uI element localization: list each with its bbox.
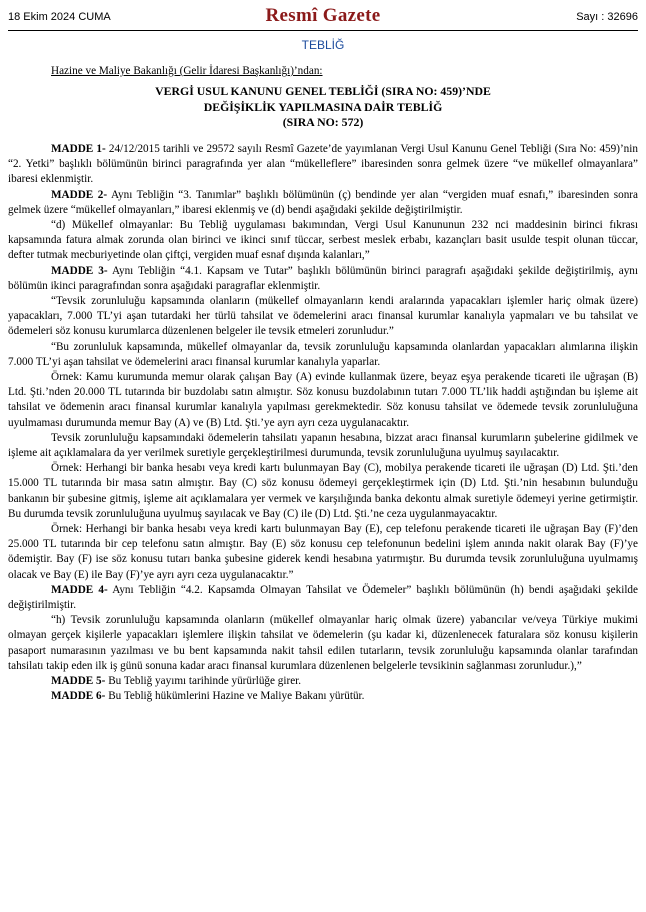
- article-paragraph: [8, 188, 638, 218]
- paragraph-text: Tevsik zorunluluğu kapsamındaki ödemelerin tahsilatı yapanın hesabına, bizzat aracı finansal kurumların şubelerine gidilmek ve işleme ait açıklamalara da yer verilmek suretiyle gerçekleştirilmesi durumunda, tevsik zorunluluğuna uyulmuş sayılacaktır.: [8, 431, 638, 460]
- paragraph-text: “Tevsik zorunluluğu kapsamında olanların (mükellef olmayanların kendi aralarında yapacakları işlemler hariç olmak üzere) yapacakları, 7.000 TL’yi aşan tutardaki her türlü tahsilat ve ödemelerini aracı finansal kurumlar kanalıyla yapmaları ve bu tahsilat ve ödemeleri söz konusu kurumlarca düzenlenen belgeler ile tevsik etmeleri zorunludur.”: [8, 295, 638, 338]
- paragraph-text: Örnek: Kamu kurumunda memur olarak çalışan Bay (A) evinde kullanmak üzere, beyaz eşya perakende ticareti ile uğraşan (B) Ltd. Şti.’nden 20.000 TL tutarında bir buzdolabı satın almıştır. Söz konusu buzdolabının tutarı 7.000 TL’lik haddi aştığından bu işleme ait tahsilat ve ödemenin aracı finansal kurumlar kanalıyla yapılması gerekmektedir. Söz konusu tahsilat ve ödemede tevsik zorunluluğuna uyulmaması durumunda memur Bay (A) ve (B) Ltd. Şti.’ye ayrı ayrı ceza uygulanacaktır.: [8, 371, 638, 429]
- paragraph-text: 24/12/2015 tarihli ve 29572 sayılı Resmî Gazete’de yayımlanan Vergi Usul Kanunu Genel Tebliği (Sıra No: 459)’nin “2. Yetki” başlıklı bölümünün birinci paragrafında yer alan “mükelleflere” ibaresinden sonra gelmek üzere “ve mükellef olmayanlara” ibaresi eklenmiştir.: [8, 142, 638, 186]
- article-number: MADDE 6-: [51, 690, 106, 703]
- issue-number: Sayı : 32696: [576, 11, 638, 23]
- article-paragraph: [8, 674, 638, 689]
- section-title: TEBLİĞ: [301, 38, 345, 52]
- paragraph-text: “Bu zorunluluk kapsamında, mükellef olmayanlar da, tevsik zorunluluğu kapsamında olanlardan yapacakları alımlarına ilişkin 7.000 TL’yi aşan tahsilat ve ödemelerini aracı finansal kurumlar kanalıyla yaparlar.: [8, 340, 638, 368]
- article-paragraph: [8, 461, 638, 522]
- article-paragraph: [8, 689, 638, 704]
- paragraph-text: Bu Tebliğ hükümlerini Hazine ve Maliye Bakanı yürütür.: [105, 690, 365, 703]
- article-paragraph: [8, 294, 638, 340]
- document-body: [8, 56, 638, 705]
- article-paragraph: [8, 264, 638, 294]
- article-paragraph: [8, 522, 638, 583]
- title-line: (SIRA NO: 572): [282, 115, 364, 130]
- title-line: VERGİ USUL KANUNU GENEL TEBLİĞİ (SIRA NO: 459)’NDE: [155, 84, 491, 99]
- title-line: DEĞİŞİKLİK YAPILMASINA DAİR TEBLİĞ: [203, 99, 443, 114]
- article-paragraph: [8, 370, 638, 431]
- article-number: MADDE 2-: [51, 188, 108, 201]
- issue-date: 18 Ekim 2024 CUMA: [8, 11, 111, 23]
- paragraph-text: Örnek: Herhangi bir banka hesabı veya kredi kartı bulunmayan Bay (E), cep telefonu perakende ticareti ile uğraşan Bay (F)’den 25.000 TL tutarında bir cep telefonu satın almıştır. Bay (E) söz konusu cep telefonunun bedelini işlem anında nakit olarak Bay (F)’ye ödemiştir. Bay (F) ise söz konusu tutarı banka şubesine giderek kendi hesabına yatırmıştır. Bu durumda tevsik zorunluluğuna uyulmamış olacak ve Bay (E) ile Bay (F)’ye ayrı ayrı ceza uygulanacaktır.”: [8, 523, 638, 581]
- article-number: MADDE 1-: [51, 142, 106, 155]
- article-paragraph: [8, 142, 638, 188]
- paragraph-text: “h) Tevsik zorunluluğu kapsamında olanların (mükellef olmayanlar hariç olmak üzere) yabancılar ve/veya Türkiye mukimi olmayan gerçek kişilerle yapacakları işlemlere ilişkin tahsilat ve ödemelerin (şu kadar ki, düzenlenecek faturalara söz konusu kişilerin pasaport numarasının yazılması ve bu bent kapsamında nakit tahsil edilen tutarların, tevsik zorunluluğu kapsamında olanlar tarafından tahsilatı takip eden ilk iş günü sonuna kadar aracı finansal kurumlara düzenlenen belgelerle tevsikinin sağlanması zorunludur.),”: [8, 614, 638, 672]
- article-paragraph: [8, 583, 638, 613]
- document-title: [8, 84, 638, 131]
- article-number: MADDE 5-: [51, 675, 106, 688]
- article-number: MADDE 3-: [51, 264, 108, 277]
- paragraph-text: Bu Tebliğ yayımı tarihinde yürürlüğe girer.: [105, 675, 302, 688]
- gazette-header: [0, 0, 646, 30]
- paragraph-text: “d) Mükellef olmayanlar: Bu Tebliğ uygulaması bakımından, Vergi Usul Kanununun 232 nci maddesinin birinci fıkrası kapsamında fatura almak zorunda olan birinci ve ikinci sınıf tüccar, serbest meslek erbabı, kazançları basit usulde tespit olunan tüccar, defter tutmak mecburiyetinde olan çiftçi, vergiden muaf esnaf dışında kalanları,”: [8, 219, 638, 262]
- paragraph-text: Örnek: Herhangi bir banka hesabı veya kredi kartı bulunmayan Bay (C), mobilya perakende ticareti ile uğraşan (D) Ltd. Şti.’den 15.000 TL tutarında bir masa satın almıştır. Bay (C) söz konusu ödemeyi gerçekleştirmek için (D) Ltd. Şti.’nin hesabının bulunduğu bankanın bir şubesine gitmiş, işleme ait açıklamalara yer vermek ve karşılığında banka dekontu almak suretiyle ödemeyi yerine getirmiştir. Bu durumda tevsik zorunluluğuna uyulmuş sayılacak ve Bay (C) ile (D) Ltd. Şti.’ne ceza uygulanmayacaktır.: [8, 462, 638, 520]
- article-list: [8, 142, 638, 705]
- article-paragraph: [8, 613, 638, 674]
- header-divider: [8, 30, 638, 31]
- issuing-authority: Hazine ve Maliye Bakanlığı (Gelir İdaresi Başkanlığı)’ndan:: [51, 65, 323, 77]
- article-paragraph: [8, 340, 638, 370]
- paragraph-text: Aynı Tebliğin “4.2. Kapsamda Olmayan Tahsilat ve Ödemeler” başlıklı bölümünün (h) bendi aşağıdaki şekilde değiştirilmiştir.: [8, 583, 638, 612]
- paragraph-text: Aynı Tebliğin “4.1. Kapsam ve Tutar” başlıklı bölümünün birinci paragrafı aşağıdaki şekilde değiştirilmiş, aynı bölümün ikinci paragrafından sonra aşağıdaki paragraflar eklenmiştir.: [8, 264, 638, 292]
- paragraph-text: Aynı Tebliğin “3. Tanımlar” başlıklı bölümünün (ç) bendinde yer alan “vergiden muaf esnafı,” ibaresinden sonra gelmek üzere “mükellef olmayanları,” ibaresi eklenmiş ve (d) bendi aşağıdaki şekilde değiştirilmiştir.: [8, 188, 638, 216]
- gazette-name: Resmî Gazete: [265, 5, 381, 26]
- article-paragraph: [8, 218, 638, 264]
- article-number: MADDE 4-: [51, 583, 108, 596]
- article-paragraph: [8, 431, 638, 461]
